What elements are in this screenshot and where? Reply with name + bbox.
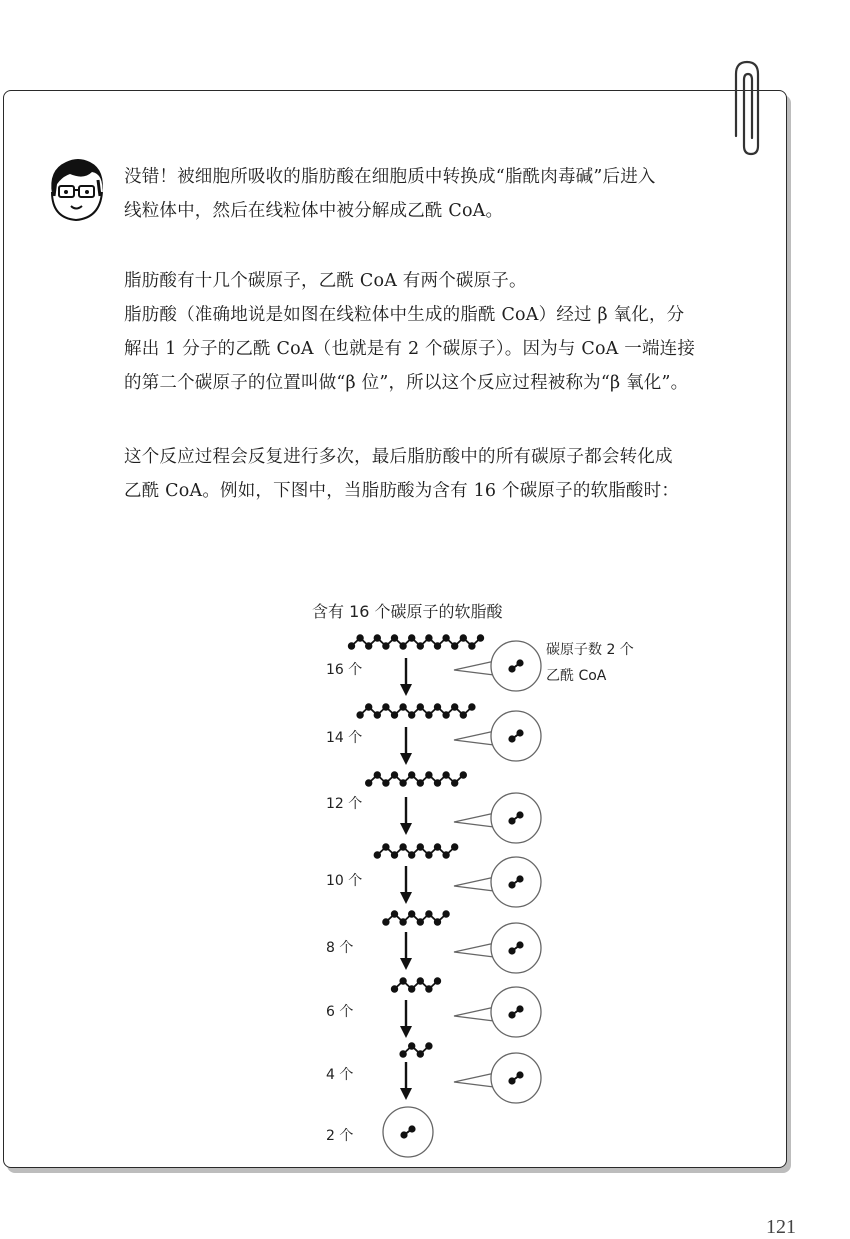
carbon-atom <box>374 851 381 858</box>
carbon-atom <box>425 910 432 917</box>
carbon-atom <box>382 843 389 850</box>
carbon-atom <box>399 703 406 710</box>
callout-tail <box>454 1007 495 1021</box>
carbon-atom <box>365 779 372 786</box>
carbon-atom <box>425 985 432 992</box>
callout-carbon-count: 碳原子数 2 个 <box>546 642 634 658</box>
carbon-atom <box>382 642 389 649</box>
text-line: 解出 1 分子的乙酰 CoA（也就是有 2 个碳原子）。因为与 CoA 一端连接 <box>124 339 696 359</box>
carbon-chain-bond <box>403 1046 429 1054</box>
carbon-atom <box>451 779 458 786</box>
carbon-atom <box>451 703 458 710</box>
arrow-head <box>400 958 412 970</box>
carbon-atom <box>434 703 441 710</box>
carbon-atom <box>434 977 441 984</box>
text-line: 脂肪酸（准确地说是如图在线粒体中生成的脂酰 CoA）经过 β 氧化，分 <box>124 305 685 325</box>
carbon-atom <box>365 703 372 710</box>
text-line: 这个反应过程会反复进行多次，最后脂肪酸中的所有碳原子都会转化成 <box>124 447 673 467</box>
carbon-atom <box>382 918 389 925</box>
carbon-atom <box>399 642 406 649</box>
carbon-atom <box>434 642 441 649</box>
carbon-atom <box>477 634 484 641</box>
arrow-head <box>400 1026 412 1038</box>
carbon-atom <box>425 634 432 641</box>
carbon-count-label: 16 个 <box>326 662 363 678</box>
carbon-atom <box>374 634 381 641</box>
carbon-atom <box>391 910 398 917</box>
carbon-atom <box>399 977 406 984</box>
carbon-atom <box>468 642 475 649</box>
carbon-count-label: 2 个 <box>326 1128 354 1144</box>
carbon-atom <box>434 843 441 850</box>
carbon-atom <box>442 711 449 718</box>
carbon-atom <box>374 711 381 718</box>
carbon-atom <box>417 642 424 649</box>
carbon-atom <box>356 634 363 641</box>
carbon-atom <box>434 779 441 786</box>
carbon-atom <box>408 851 415 858</box>
carbon-atom <box>417 977 424 984</box>
carbon-atom <box>442 910 449 917</box>
carbon-atom <box>399 779 406 786</box>
diagram-title: 含有 16 个碳原子的软脂酸 <box>312 602 503 621</box>
carbon-atom <box>417 843 424 850</box>
arrow-head <box>400 1088 412 1100</box>
carbon-atom <box>460 634 467 641</box>
carbon-atom <box>391 851 398 858</box>
carbon-atom <box>391 771 398 778</box>
arrow-head <box>400 684 412 696</box>
carbon-atom <box>442 851 449 858</box>
carbon-atom <box>468 703 475 710</box>
callout-tail <box>454 1073 495 1087</box>
carbon-atom <box>391 711 398 718</box>
carbon-count-label: 8 个 <box>326 940 354 956</box>
carbon-atom <box>408 985 415 992</box>
carbon-count-label: 12 个 <box>326 796 363 812</box>
callout-tail <box>454 877 495 891</box>
text-line: 线粒体中，然后在线粒体中被分解成乙酰 CoA。 <box>124 201 504 221</box>
carbon-atom <box>451 642 458 649</box>
callout-tail <box>454 661 495 675</box>
arrow-head <box>400 753 412 765</box>
carbon-atom <box>382 779 389 786</box>
carbon-atom <box>425 711 432 718</box>
callout-tail <box>454 813 495 827</box>
carbon-atom <box>408 910 415 917</box>
carbon-atom <box>434 918 441 925</box>
carbon-atom <box>399 1050 406 1057</box>
carbon-atom <box>374 771 381 778</box>
text-line: 脂肪酸有十几个碳原子，乙酰 CoA 有两个碳原子。 <box>124 271 527 291</box>
carbon-atom <box>442 634 449 641</box>
text-line: 的第二个碳原子的位置叫做“β 位”，所以这个反应过程被称为“β 氧化”。 <box>124 373 689 393</box>
carbon-atom <box>417 1050 424 1057</box>
carbon-count-label: 6 个 <box>326 1004 354 1020</box>
page-number: 121 <box>766 1216 796 1238</box>
carbon-atom <box>356 711 363 718</box>
carbon-atom <box>408 634 415 641</box>
carbon-atom <box>391 634 398 641</box>
callout-acetyl-coa: 乙酰 CoA <box>546 668 607 684</box>
carbon-count-label: 4 个 <box>326 1067 354 1083</box>
carbon-atom <box>425 851 432 858</box>
carbon-atom <box>399 843 406 850</box>
carbon-atom <box>348 642 355 649</box>
carbon-atom <box>382 703 389 710</box>
carbon-atom <box>408 711 415 718</box>
arrow-head <box>400 823 412 835</box>
carbon-atom <box>417 918 424 925</box>
carbon-atom <box>425 771 432 778</box>
carbon-atom <box>451 843 458 850</box>
text-line: 没错！被细胞所吸收的脂肪酸在细胞质中转换成“脂酰肉毒碱”后进入 <box>124 167 656 187</box>
carbon-atom <box>408 1042 415 1049</box>
carbon-atom <box>391 985 398 992</box>
text-line: 乙酰 CoA。例如，下图中，当脂肪酸为含有 16 个碳原子的软脂酸时： <box>124 481 680 501</box>
carbon-atom <box>365 642 372 649</box>
carbon-count-label: 14 个 <box>326 730 363 746</box>
carbon-atom <box>417 703 424 710</box>
arrow-head <box>400 892 412 904</box>
carbon-atom <box>442 771 449 778</box>
carbon-atom <box>408 771 415 778</box>
carbon-atom <box>460 711 467 718</box>
callout-tail <box>454 731 495 745</box>
callout-tail <box>454 943 495 957</box>
carbon-atom <box>425 1042 432 1049</box>
carbon-count-label: 10 个 <box>326 873 363 889</box>
carbon-atom <box>460 771 467 778</box>
carbon-atom <box>399 918 406 925</box>
carbon-atom <box>417 779 424 786</box>
